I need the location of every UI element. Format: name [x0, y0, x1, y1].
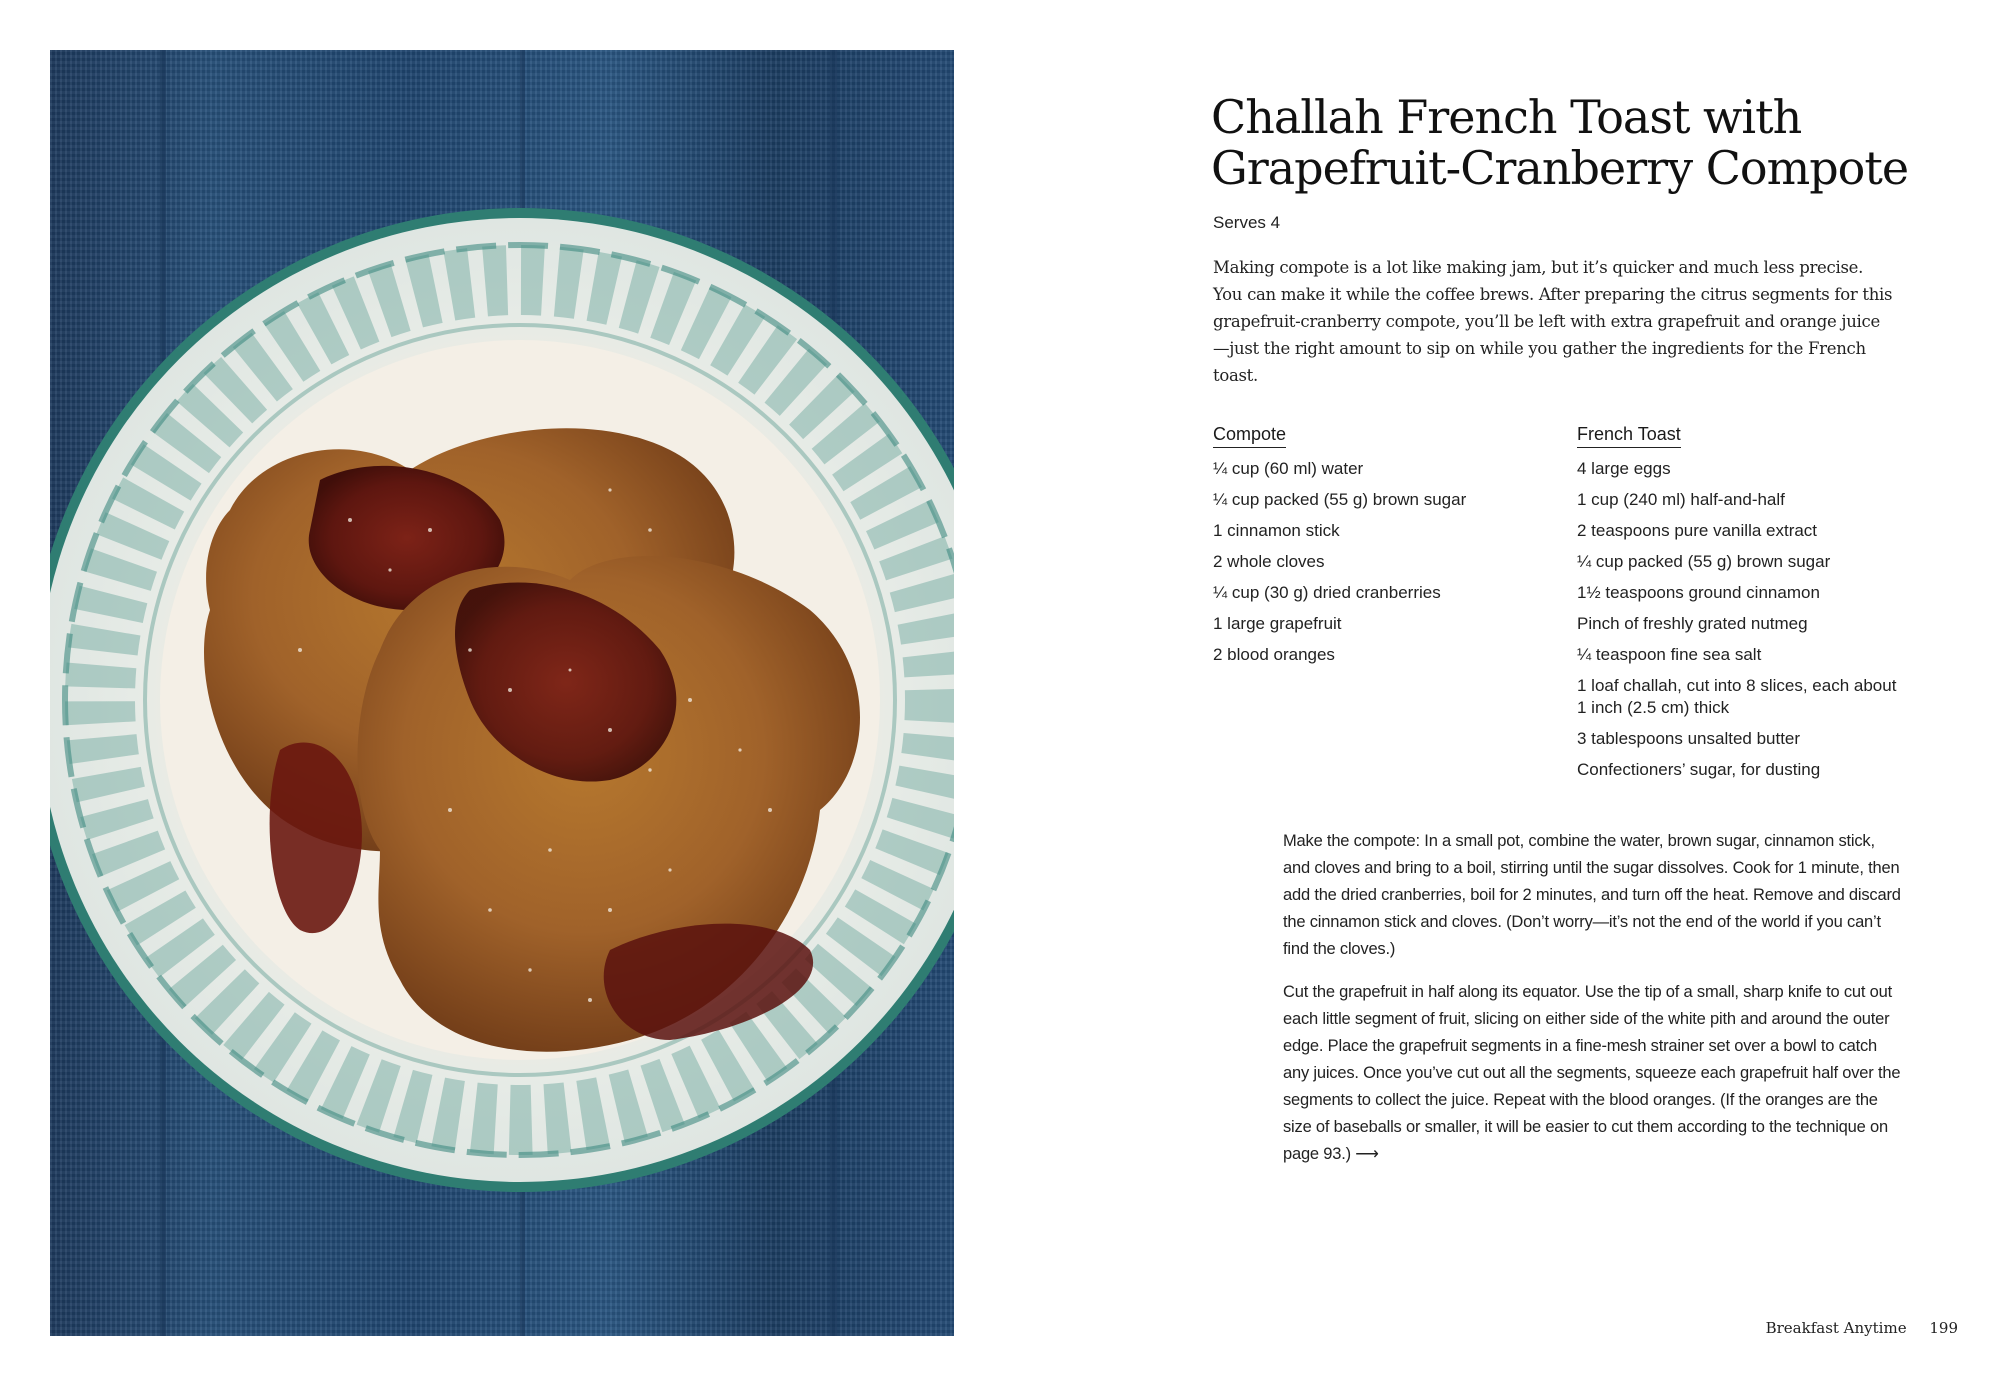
page-footer	[1766, 1319, 1958, 1337]
recipe-intro: Making compote is a lot like making jam, but it’s quicker and much less precise. You can make it while the coffee brews. After preparing the citrus segments for this grapefruit-cranberry compote, you’ll be left with extra grapefruit and orange juice—just the right amount to sip on while you gather the ingredients for the French toast.	[1213, 258, 1893, 385]
ingredient-item: 1 large grapefruit	[1213, 614, 1342, 633]
ingredient-item: ¼ cup (60 ml) water	[1213, 459, 1364, 478]
ingredient-item: ¼ teaspoon fine sea salt	[1577, 645, 1762, 664]
title-line-2: Grapefruit-Cranberry Compote	[1211, 141, 1909, 195]
ingredient-item: Pinch of freshly grated nutmeg	[1577, 614, 1808, 633]
compote-heading: Compote	[1213, 424, 1286, 448]
ingredient-item: ¼ cup packed (55 g) brown sugar	[1213, 490, 1467, 509]
ingredient-item: ¼ cup (30 g) dried cranberries	[1213, 583, 1441, 602]
french-toast-ingredients	[1577, 424, 1907, 790]
ingredient-item: Confectioners’ sugar, for dusting	[1577, 760, 1821, 779]
title-line-1: Challah French Toast with	[1211, 90, 1802, 144]
page-number: 199	[1929, 1319, 1958, 1337]
ingredient-item: 1 cinnamon stick	[1213, 521, 1340, 540]
ingredient-item: ¼ cup packed (55 g) brown sugar	[1577, 552, 1831, 571]
plate-illustration	[50, 50, 954, 1336]
compote-ingredients	[1213, 424, 1543, 675]
ingredient-item: 2 blood oranges	[1213, 645, 1335, 664]
recipe-title	[1211, 92, 1931, 194]
french-toast-heading: French Toast	[1577, 424, 1681, 448]
ingredient-item: 3 tablespoons unsalted butter	[1577, 729, 1801, 748]
ingredient-item: 2 whole cloves	[1213, 552, 1325, 571]
section-name: Breakfast Anytime	[1765, 1319, 1907, 1337]
french-toast-ingredient-list	[1577, 458, 1907, 781]
recipe-method	[1283, 828, 1903, 1184]
ingredient-item: 1 loaf challah, cut into 8 slices, each about 1 inch (2.5 cm) thick	[1577, 676, 1897, 717]
method-step-2: Cut the grapefruit in half along its equator. Use the tip of a small, sharp knife to cut out each little segment of fruit, slicing on either side of the white pith and around the outer edge. Place the grapefruit segments in a fine-mesh strainer set over a bowl to catch any juices. Once you’ve cut out all the segments, squeeze each grapefruit half over the segments to collect the juice. Repeat with the blood oranges. (If the oranges are the size of baseballs or smaller, it will be easier to cut them according to the technique on page 93.) ⟶	[1283, 983, 1901, 1163]
method-step-1: Make the compote: In a small pot, combine the water, brown sugar, cinnamon stick, and cloves and bring to a boil, stirring until the sugar dissolves. Cook for 1 minute, then add the dried cranberries, boil for 2 minutes, and turn off the heat. Remove and discard the cinnamon stick and cloves. (Don’t worry—it’s not the end of the world if you can’t find the cloves.)	[1283, 832, 1901, 958]
ingredient-item: 2 teaspoons pure vanilla extract	[1577, 521, 1818, 540]
ingredient-item: 4 large eggs	[1577, 459, 1671, 478]
recipe-photo	[50, 50, 954, 1336]
compote-ingredient-list	[1213, 458, 1543, 666]
serves-count: Serves 4	[1213, 213, 1281, 232]
ingredient-item: 1 cup (240 ml) half-and-half	[1577, 490, 1785, 509]
ingredient-item: 1½ teaspoons ground cinnamon	[1577, 583, 1820, 602]
